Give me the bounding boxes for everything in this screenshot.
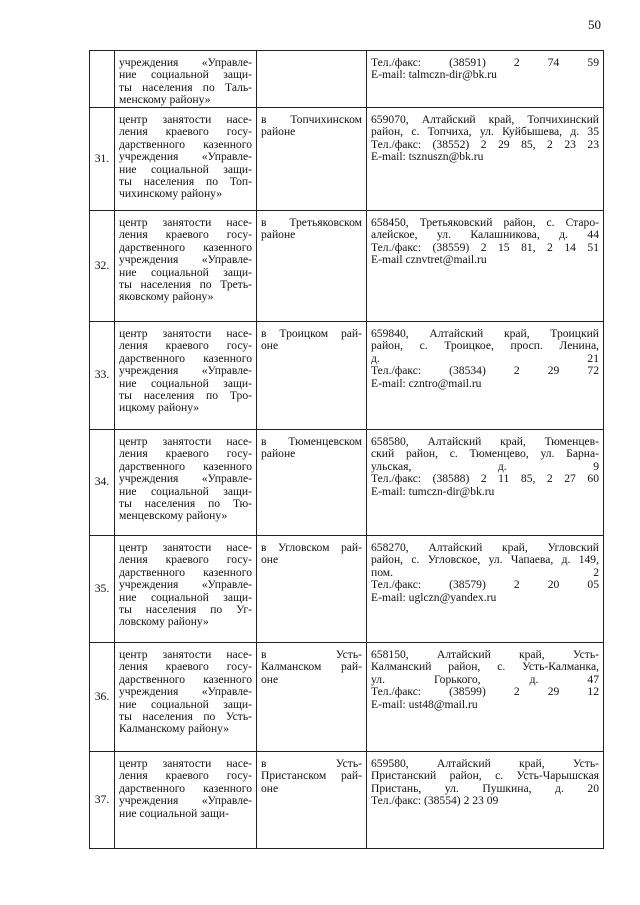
- institution-name-line: дарственного казенного: [119, 781, 252, 795]
- table-row: [90, 108, 604, 211]
- service-area-line: районе: [261, 447, 296, 461]
- institution-name-line: яковскому району»: [119, 290, 214, 304]
- contact-info-line: 658580, Алтайский край, Тюменцев-: [371, 435, 599, 448]
- row-number: 32.: [90, 211, 115, 322]
- contact-info-line: ул. Горького, д. 47: [371, 672, 599, 686]
- service-area: [257, 211, 367, 322]
- institution-name-line: ние социальной защи-: [119, 265, 252, 279]
- contact-info-line: Тел./факс: (38579) 2 20 05: [371, 578, 599, 592]
- contact-info-line: Пристанский район, с. Усть-Чарышская: [371, 769, 599, 783]
- service-area: [257, 108, 367, 211]
- contact-info-line: район, с. Топчиха, ул. Куйбышева, д. 35: [371, 125, 599, 139]
- institution-name-line: ления краевого госу-: [119, 228, 252, 242]
- contact-info-line: Тел./факс: (38554) 2 23 09: [371, 794, 499, 808]
- institution-name-line: центр занятости насе-: [119, 541, 252, 554]
- institution-name-line: ние социальной защи-: [119, 376, 252, 390]
- institution-name-line: Калманскому району»: [119, 722, 230, 736]
- service-area-line: районе: [261, 228, 296, 242]
- contact-info: [367, 322, 604, 430]
- row-number: 36.: [90, 643, 115, 752]
- institution-name-line: учреждения «Управле-: [119, 578, 252, 592]
- institution-name: [115, 322, 257, 430]
- service-area: [257, 322, 367, 430]
- institution-name: [115, 108, 257, 211]
- institution-name-line: учреждения «Управле-: [119, 253, 252, 267]
- institution-name-line: центр занятости насе-: [119, 435, 252, 448]
- institution-name-line: ты населения по Тю-: [119, 497, 252, 511]
- institution-name-line: центр занятости насе-: [119, 216, 252, 229]
- contact-info-line: 658270, Алтайский край, Угловский: [371, 541, 599, 554]
- institution-name-line: ловскому району»: [119, 615, 209, 629]
- institution-name: [115, 536, 257, 643]
- service-area-line: в Троицком рай-: [261, 327, 362, 340]
- institution-name-line: дарственного казенного: [119, 459, 252, 473]
- contact-info: [367, 752, 604, 849]
- service-area-line: Пристанском рай-: [261, 769, 362, 783]
- contact-info-line: район, с. Троицкое, просп. Ленина,: [371, 339, 599, 353]
- institution-name-line: ты населения по Таль-: [119, 80, 252, 94]
- contact-info-line: Тел./факс: (38591) 2 74 59: [371, 56, 599, 69]
- contact-info-line: д. 21: [371, 351, 599, 365]
- institution-name-line: ние социальной защи-: [119, 484, 252, 498]
- institution-name-line: ления краевого госу-: [119, 125, 252, 139]
- institution-name-line: учреждения «Управле-: [119, 472, 252, 486]
- service-area-line: оне: [261, 339, 279, 353]
- institution-name-line: дарственного казенного: [119, 240, 252, 254]
- contact-info-line: Тел./факс: (38588) 2 11 85, 2 27 60: [371, 472, 599, 486]
- service-area-line: в Топчихинском: [261, 113, 362, 126]
- contact-info: [367, 51, 604, 108]
- institution-name-line: учреждения «Управле-: [119, 364, 252, 378]
- service-area: [257, 51, 367, 108]
- institution-name-line: чихинскому району»: [119, 187, 223, 201]
- contact-info-line: E-mail cznvtret@mail.ru: [371, 253, 487, 267]
- institution-name-line: ты населения по Уг-: [119, 603, 252, 617]
- institution-name-line: ние социальной защи-: [119, 806, 229, 820]
- institution-name: [115, 51, 257, 108]
- institution-name-line: дарственного казенного: [119, 351, 252, 365]
- service-area-line: оне: [261, 553, 279, 567]
- table-row: [90, 211, 604, 322]
- row-number: [90, 51, 115, 108]
- service-area-line: оне: [261, 672, 279, 686]
- institution-name-line: ицкому району»: [119, 401, 200, 415]
- contact-info-line: E-mail: czntro@mail.ru: [371, 376, 482, 390]
- table-row: [90, 643, 604, 752]
- contact-info-line: Пристань, ул. Пушкина, д. 20: [371, 781, 599, 795]
- institution-name-line: ние социальной защи-: [119, 162, 252, 176]
- service-area-line: в Тюменцевском: [261, 435, 362, 448]
- service-area-line: в Усть-: [261, 757, 362, 770]
- row-number: 31.: [90, 108, 115, 211]
- institution-name-line: ления краевого госу-: [119, 660, 252, 674]
- institution-name-line: ления краевого госу-: [119, 339, 252, 353]
- contact-info-line: E-mail: talmczn-dir@bk.ru: [371, 68, 497, 82]
- row-number: 35.: [90, 536, 115, 643]
- service-area-line: в Усть-: [261, 648, 362, 661]
- institution-name-line: центр занятости насе-: [119, 113, 252, 126]
- institution-name-line: ты населения по Треть-: [119, 278, 252, 292]
- contact-info-line: Тел./факс: (38599) 2 29 12: [371, 685, 599, 699]
- contact-info: [367, 108, 604, 211]
- institution-name-line: ние социальной защи-: [119, 697, 252, 711]
- service-area-line: районе: [261, 125, 296, 139]
- contact-info-line: E-mail: uglczn@yandex.ru: [371, 590, 497, 604]
- institution-name-line: учреждения «Управле-: [119, 685, 252, 699]
- row-number: 33.: [90, 322, 115, 430]
- service-area: [257, 536, 367, 643]
- contact-info-line: район, с. Угловское, ул. Чапаева, д. 149,: [371, 553, 599, 567]
- service-area: [257, 643, 367, 752]
- contact-info-line: 659580, Алтайский край, Усть-: [371, 757, 599, 770]
- institution-name-line: дарственного казенного: [119, 672, 252, 686]
- institution-name: [115, 643, 257, 752]
- institution-name-line: ления краевого госу-: [119, 769, 252, 783]
- institution-name-line: дарственного казенного: [119, 137, 252, 151]
- contact-info-line: 658450, Третьяковский район, с. Старо-: [371, 216, 599, 229]
- contact-info: [367, 430, 604, 536]
- contact-info-line: E-mail: tumczn-dir@bk.ru: [371, 484, 495, 498]
- service-area-line: оне: [261, 781, 279, 795]
- institution-name-line: центр занятости насе-: [119, 327, 252, 340]
- contact-info-line: Тел./факс: (38552) 2 29 85, 2 23 23: [371, 137, 599, 151]
- institution-name-line: менцевскому району»: [119, 509, 228, 523]
- contact-info-line: алейское, ул. Калашникова, д. 44: [371, 228, 599, 242]
- institution-name-line: ты населения по Топ-: [119, 175, 252, 189]
- institution-name: [115, 752, 257, 849]
- service-area: [257, 752, 367, 849]
- institution-name-line: центр занятости насе-: [119, 648, 252, 661]
- contact-info: [367, 211, 604, 322]
- row-number: 34.: [90, 430, 115, 536]
- contact-info-line: Тел./факс: (38559) 2 15 81, 2 14 51: [371, 240, 599, 254]
- contact-info-line: пом. 2: [371, 565, 599, 579]
- table-row: [90, 752, 604, 849]
- institution-name-line: центр занятости насе-: [119, 757, 252, 770]
- table-row: [90, 51, 604, 108]
- service-area: [257, 430, 367, 536]
- row-number: 37.: [90, 752, 115, 849]
- table-row: [90, 536, 604, 643]
- institution-name-line: учреждения «Управле-: [119, 150, 252, 164]
- contact-info-line: ский район, с. Тюменцево, ул. Барна-: [371, 447, 599, 461]
- service-area-line: в Угловском рай-: [261, 541, 362, 554]
- institution-name-line: учреждения «Управле-: [119, 56, 252, 69]
- employment-centers-table: [89, 50, 604, 849]
- contact-info-line: Калманский район, с. Усть-Калманка,: [371, 660, 599, 674]
- contact-info-line: 659840, Алтайский край, Троицкий: [371, 327, 599, 340]
- institution-name: [115, 211, 257, 322]
- institution-name-line: учреждения «Управле-: [119, 794, 252, 808]
- table-row: [90, 322, 604, 430]
- page-number: 50: [588, 17, 601, 32]
- table-row: [90, 430, 604, 536]
- institution-name-line: ления краевого госу-: [119, 447, 252, 461]
- contact-info: [367, 643, 604, 752]
- institution-name-line: ления краевого госу-: [119, 553, 252, 567]
- contact-info-line: Тел./факс: (38534) 2 29 72: [371, 364, 599, 378]
- service-area-line: Калманском рай-: [261, 660, 362, 674]
- contact-info-line: E-mail: ust48@mail.ru: [371, 697, 478, 711]
- contact-info-line: E-mail: tsznuszn@bk.ru: [371, 150, 484, 164]
- institution-name: [115, 430, 257, 536]
- contact-info: [367, 536, 604, 643]
- institution-name-line: ты населения по Тро-: [119, 389, 252, 403]
- contact-info-line: 658150, Алтайский край, Усть-: [371, 648, 599, 661]
- service-area-line: в Третьяковском: [261, 216, 362, 229]
- contact-info-line: 659070, Алтайский край, Топчихинский: [371, 113, 599, 126]
- contact-info-line: ульская, д. 9: [371, 459, 599, 473]
- institution-name-line: дарственного казенного: [119, 565, 252, 579]
- institution-name-line: ние социальной защи-: [119, 590, 252, 604]
- institution-name-line: менскому району»: [119, 93, 211, 107]
- institution-name-line: ты населения по Усть-: [119, 710, 252, 724]
- institution-name-line: ние социальной защи-: [119, 68, 252, 82]
